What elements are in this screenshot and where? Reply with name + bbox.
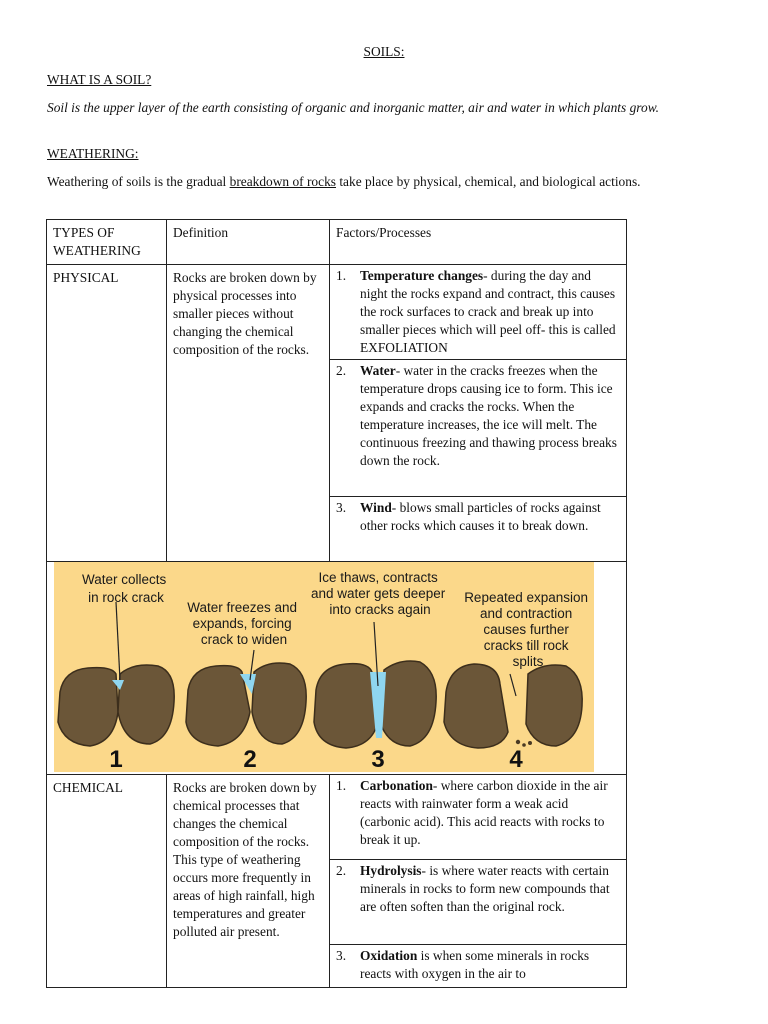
process-item (330, 945, 626, 987)
stage-number-2: 2 (243, 746, 257, 772)
process-number: 3. (336, 948, 347, 963)
process-number: 1. (336, 778, 347, 793)
process-term: Temperature changes (360, 268, 484, 283)
header-factors: Factors/Processes (330, 220, 627, 265)
header-types: TYPES OF WEATHERING (47, 220, 167, 265)
process-term: Water (360, 363, 396, 378)
weathering-table (46, 219, 627, 988)
process-term: Hydrolysis (360, 863, 422, 878)
process-term: Oxidation (360, 948, 418, 963)
process-desc: - is where water reacts with certain minerals in rocks to form new compounds that are often soften than the original rock. (360, 863, 610, 914)
definition-chemical: Rocks are broken down by chemical processes that changes the chemical composition of the rocks. This type of weathering occurs more frequently in areas of high rainfall, high temperatures and greater polluted air present. (167, 775, 330, 988)
process-number: 1. (336, 268, 347, 283)
intro-text-underlined: breakdown of rocks (229, 174, 336, 189)
process-text (360, 499, 620, 555)
rock-stage-1 (58, 665, 174, 746)
figure-cell (47, 562, 627, 775)
process-text (360, 362, 620, 490)
process-desc: - during the day and night the rocks expand and contract, this causes the rock surfaces to crack and break up into smaller pieces which will peel off- this is called EXFOLIATION (360, 268, 616, 355)
type-chemical: CHEMICAL (47, 775, 167, 988)
label-stage-4: Repeated expansion and contraction causes further cracks till rock splits (464, 590, 589, 669)
label-stage-3: Ice thaws, contracts and water gets deeper into cracks again (310, 570, 446, 617)
soil-definition: Soil is the upper layer of the earth consisting of organic and inorganic matter, air and water in which plants grow. (47, 100, 659, 115)
process-text (360, 267, 620, 353)
process-item (330, 860, 626, 945)
process-term: Wind (360, 500, 392, 515)
process-text (360, 947, 620, 981)
stage-number-1: 1 (109, 746, 123, 772)
process-desc: - blows small particles of rocks against other rocks which causes it to break down. (360, 500, 601, 533)
process-text (360, 862, 620, 938)
process-text (360, 777, 620, 853)
definition-physical: Rocks are broken down by physical processes into smaller pieces without changing the chemical composition of the rocks. (167, 265, 330, 562)
weathering-heading: WEATHERING: (47, 146, 139, 161)
header-definition: Definition (167, 220, 330, 265)
weathering-intro (47, 173, 727, 191)
table-row-figure (47, 562, 627, 775)
rock-stage-4 (444, 664, 582, 748)
process-desc: - where carbon dioxide in the air reacts with rainwater form a weak acid (carbonic acid). This acid reacts with rocks to break it up. (360, 778, 608, 847)
table-row-physical (47, 265, 627, 562)
processes-chemical (330, 775, 627, 988)
process-term: Carbonation (360, 778, 433, 793)
freeze-thaw-figure (54, 562, 594, 772)
process-item (330, 265, 626, 360)
process-item (330, 775, 626, 860)
page-title: SOILS: (363, 44, 405, 59)
rock-stage-2 (186, 663, 306, 746)
label-stage-1: Water collects in rock crack (81, 572, 167, 605)
stage-number-3: 3 (371, 746, 385, 772)
label-stage-2: Water freezes and expands, forcing crack to widen (187, 600, 298, 647)
rock-stage-3 (314, 661, 436, 748)
process-number: 2. (336, 863, 347, 878)
table-header-row (47, 220, 627, 265)
stage-number-4: 4 (509, 746, 523, 772)
process-number: 2. (336, 363, 347, 378)
table-row-chemical (47, 775, 627, 988)
intro-text-before: Weathering of soils is the gradual (47, 174, 230, 189)
process-item (330, 497, 626, 561)
process-item (330, 360, 626, 497)
process-number: 3. (336, 500, 347, 515)
process-desc: - water in the cracks freezes when the temperature drops causing ice to form. This ice expands and cracks the rocks. When the temperature increases, the ice will melt. The continuous freezing and thawing process breaks down the rock. (360, 363, 617, 468)
process-desc: is when some minerals in rocks reacts with oxygen in the air to (360, 948, 590, 981)
freeze-thaw-diagram (54, 562, 594, 772)
type-physical: PHYSICAL (47, 265, 167, 562)
intro-text-after: take place by physical, chemical, and biological actions. (335, 174, 641, 189)
processes-physical (330, 265, 627, 562)
what-is-soil-heading: WHAT IS A SOIL? (47, 72, 152, 87)
